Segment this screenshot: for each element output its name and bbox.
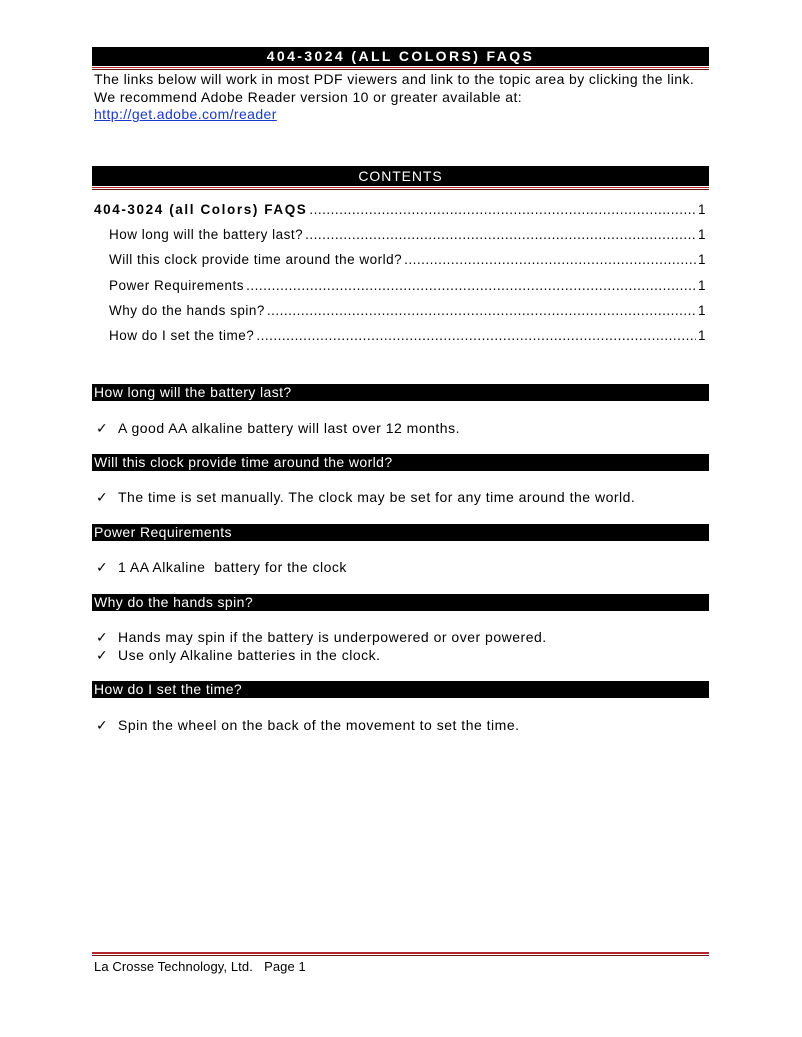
contents-heading: CONTENTS xyxy=(92,166,709,186)
bullet-item xyxy=(96,717,520,735)
toc-leader-dots xyxy=(309,202,696,217)
checkmark-icon: ✓ xyxy=(96,489,109,505)
contents-rule xyxy=(92,187,709,188)
bullet-text: A good AA alkaline battery will last over 12 months. xyxy=(118,420,460,436)
bullet-item xyxy=(96,559,347,577)
bullet-text: Hands may spin if the battery is underpowered or over powered. xyxy=(118,629,547,645)
toc-entry-label: Power Requirements xyxy=(109,277,245,293)
toc-entry-label: How do I set the time? xyxy=(109,327,255,343)
toc-leader-dots xyxy=(246,278,696,293)
toc-entry-set-time[interactable] xyxy=(94,328,706,353)
toc-page-number: 1 xyxy=(697,277,706,293)
toc-entry-power[interactable] xyxy=(94,278,706,303)
toc-leader-dots xyxy=(256,328,696,343)
toc-page-number: 1 xyxy=(697,302,706,318)
intro-text: The links below will work in most PDF viewers and link to the topic area by clicking the link. We recommend Adobe Reader version 10 or greater available at: xyxy=(94,71,695,105)
document-title: 404-3024 (ALL COLORS) FAQS xyxy=(92,47,709,66)
contents-rule-dark xyxy=(92,189,709,190)
bullet-text: Use only Alkaline batteries in the clock. xyxy=(118,647,381,663)
toc-page-number: 1 xyxy=(697,202,706,217)
intro-paragraph xyxy=(94,71,714,124)
bullet-text: 1 AA Alkaline battery for the clock xyxy=(118,559,347,575)
section-heading-world-time: Will this clock provide time around the world? xyxy=(92,454,709,471)
title-rule-dark xyxy=(92,69,709,70)
checkmark-icon: ✓ xyxy=(96,420,109,436)
toc-entry-battery[interactable] xyxy=(94,227,706,252)
bullet-text: The time is set manually. The clock may be set for any time around the world. xyxy=(118,489,636,505)
checkmark-icon: ✓ xyxy=(96,559,109,575)
bullet-item xyxy=(96,489,635,507)
toc-entry-label: Will this clock provide time around the world? xyxy=(109,252,403,268)
toc-page-number: 1 xyxy=(697,252,706,268)
footer-rule xyxy=(92,952,709,954)
checkmark-icon: ✓ xyxy=(96,647,109,663)
footer-rule-dark xyxy=(92,955,709,956)
bullet-text: Spin the wheel on the back of the movement to set the time. xyxy=(118,717,520,733)
title-rule xyxy=(92,67,709,68)
bullet-item xyxy=(96,647,381,665)
toc-leader-dots xyxy=(267,303,696,318)
section-heading-battery: How long will the battery last? xyxy=(92,384,709,401)
page-footer: La Crosse Technology, Ltd. Page 1 xyxy=(94,959,306,974)
table-of-contents xyxy=(94,202,706,353)
section-heading-set-time: How do I set the time? xyxy=(92,681,709,698)
toc-entry-label: How long will the battery last? xyxy=(109,227,304,243)
toc-leader-dots xyxy=(305,227,696,242)
toc-page-number: 1 xyxy=(697,327,706,343)
toc-entry-faqs[interactable] xyxy=(94,202,706,227)
bullet-item xyxy=(96,629,547,647)
toc-leader-dots xyxy=(404,252,696,267)
section-heading-hands-spin: Why do the hands spin? xyxy=(92,594,709,611)
checkmark-icon: ✓ xyxy=(96,629,109,645)
toc-entry-label: 404-3024 (all Colors) FAQS xyxy=(94,202,308,217)
adobe-reader-link[interactable]: http://get.adobe.com/reader xyxy=(94,106,277,122)
section-heading-power: Power Requirements xyxy=(92,524,709,541)
toc-entry-label: Why do the hands spin? xyxy=(109,302,265,318)
toc-entry-world-time[interactable] xyxy=(94,252,706,277)
bullet-item xyxy=(96,420,460,438)
checkmark-icon: ✓ xyxy=(96,717,109,733)
toc-page-number: 1 xyxy=(697,227,706,243)
toc-entry-hands-spin[interactable] xyxy=(94,303,706,328)
